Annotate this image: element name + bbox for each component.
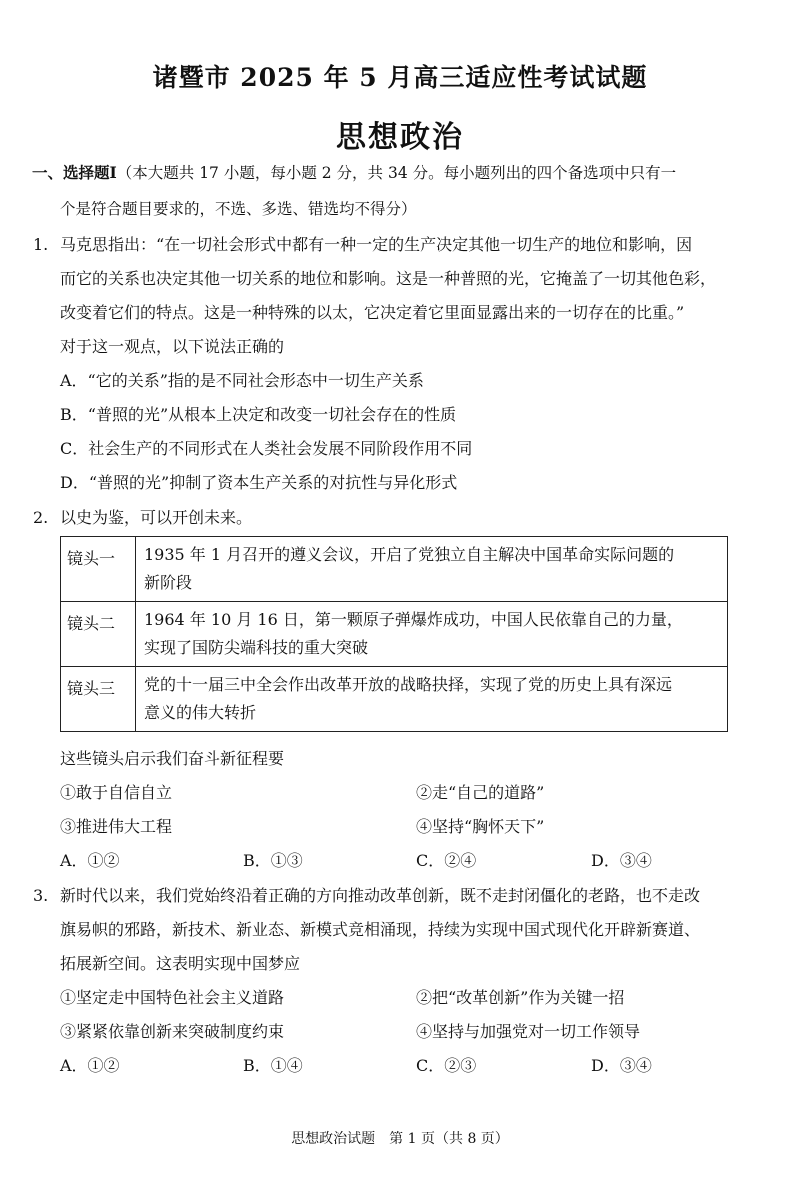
question-1-option-b: B．“普照的光”从根本上决定和改变一切社会存在的性质 <box>60 405 457 424</box>
question-1-option-a: A．“它的关系”指的是不同社会形态中一切生产关系 <box>60 371 424 390</box>
question-2-option-c: C．②④ <box>416 851 477 870</box>
exam-title: 诸暨市 2025 年 5 月高三适应性考试试题 <box>152 63 648 92</box>
question-2-number: 2. <box>33 508 49 527</box>
question-1-stem-1: 马克思指出：“在一切社会形式中都有一种一定的生产决定其他一切生产的地位和影响，因 <box>60 235 693 254</box>
table-row <box>61 667 728 732</box>
question-1-number: 1. <box>33 235 49 254</box>
page-footer: 思想政治试题 第 1 页（共 8 页） <box>291 1131 509 1147</box>
question-2-item-4: ④坚持“胸怀天下” <box>416 817 545 836</box>
table-row-text: 1935 年 1 月召开的遵义会议，开启了党独立自主解决中国革命实际问题的 <box>144 545 675 564</box>
question-1-option-c: C．社会生产的不同形式在人类社会发展不同阶段作用不同 <box>60 439 473 458</box>
question-3-stem-3: 拓展新空间。这表明实现中国梦应 <box>60 954 301 973</box>
question-3-option-d: D．③④ <box>591 1056 652 1075</box>
question-3-option-a: A．①② <box>60 1056 120 1075</box>
question-3-item-2: ②把“改革创新”作为关键一招 <box>416 988 625 1007</box>
table-row-text: 意义的伟大转折 <box>144 703 257 722</box>
question-2-item-3: ③推进伟大工程 <box>60 817 173 836</box>
question-2-item-2: ②走“自己的道路” <box>416 783 545 802</box>
table-row-content <box>136 537 728 602</box>
section-note: （本大题共 17 小题，每小题 2 分，共 34 分。每小题列出的四个备选项中只有一 <box>116 164 677 182</box>
history-table <box>60 536 728 732</box>
question-3-item-3: ③紧紧依靠创新来突破制度约束 <box>60 1022 285 1041</box>
question-1-stem-2: 而它的关系也决定其他一切关系的地位和影响。这是一种普照的光，它掩盖了一切其他色彩， <box>60 269 717 288</box>
subject-title: 思想政治 <box>336 120 464 155</box>
table-row-label: 镜头三 <box>61 667 136 732</box>
question-3-number: 3. <box>33 886 49 905</box>
question-3-option-b: B．①④ <box>243 1056 303 1075</box>
section-note-cont: 个是符合题目要求的，不选、多选、错选均不得分） <box>60 200 417 218</box>
table-row <box>61 602 728 667</box>
table-row-text: 新阶段 <box>144 573 193 592</box>
question-2-option-a: A．①② <box>60 851 120 870</box>
question-3-item-4: ④坚持与加强党对一切工作领导 <box>416 1022 641 1041</box>
table-row-text: 党的十一届三中全会作出改革开放的战略抉择，实现了党的历史上具有深远 <box>144 675 673 694</box>
question-3-stem-1: 新时代以来，我们党始终沿着正确的方向推动改革创新，既不走封闭僵化的老路，也不走改 <box>60 886 701 905</box>
question-1-stem-4: 对于这一观点，以下说法正确的 <box>60 337 285 356</box>
question-3-option-c: C．②③ <box>416 1056 477 1075</box>
question-2-option-b: B．①③ <box>243 851 303 870</box>
question-2-option-d: D．③④ <box>591 851 652 870</box>
question-2-prompt: 这些镜头启示我们奋斗新征程要 <box>60 749 285 768</box>
question-3-stem-2: 旗易帜的邪路，新技术、新业态、新模式竞相涌现，持续为实现中国式现代化开辟新赛道、 <box>60 920 701 939</box>
question-2-stem: 以史为鉴，可以开创未来。 <box>60 508 253 527</box>
table-row-content <box>136 667 728 732</box>
table-row-label: 镜头二 <box>61 602 136 667</box>
question-1-stem-3: 改变着它们的特点。这是一种特殊的以太，它决定着它里面显露出来的一切存在的比重。” <box>60 303 685 322</box>
table-row-content <box>136 602 728 667</box>
table-row-text: 实现了国防尖端科技的重大突破 <box>144 638 369 657</box>
table-row-text: 1964 年 10 月 16 日，第一颗原子弹爆炸成功，中国人民依靠自己的力量， <box>144 610 683 629</box>
table-row <box>61 537 728 602</box>
section-heading: 一、选择题Ⅰ <box>32 163 117 182</box>
question-1-option-d: D．“普照的光”抑制了资本生产关系的对抗性与异化形式 <box>60 473 458 492</box>
section-header <box>32 163 676 183</box>
table-row-label: 镜头一 <box>61 537 136 602</box>
question-3-item-1: ①坚定走中国特色社会主义道路 <box>60 988 285 1007</box>
question-2-item-1: ①敢于自信自立 <box>60 783 173 802</box>
